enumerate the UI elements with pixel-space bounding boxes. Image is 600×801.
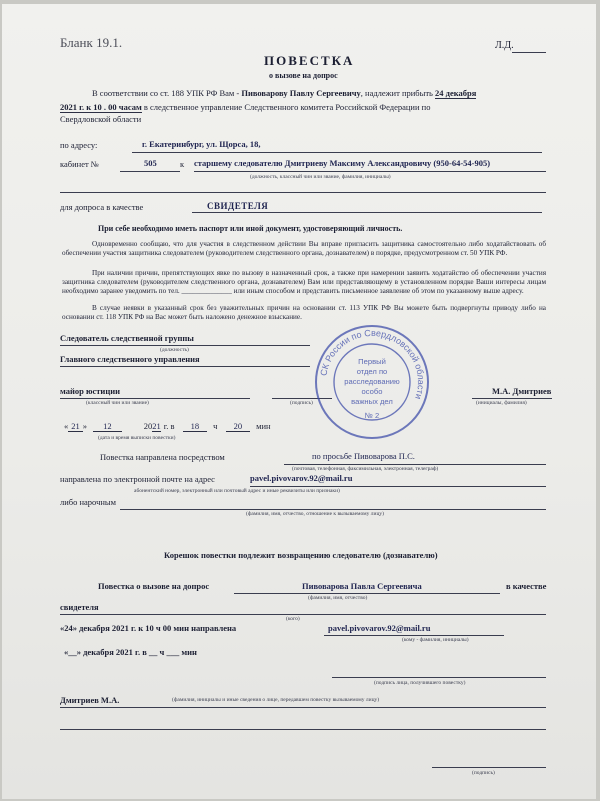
passport-notice: При себе необходимо иметь паспорт или иной документ, удостоверяющий личность. <box>98 224 403 233</box>
paragraph-3: В случае неявки в указанный срок без уважительных причин на основании ст. 113 УПК РФ Вы можете быть подвергнуты приводу либо на основании ст. 118 УПК РФ на Вас может быть наложено денежное взыскание. <box>62 304 546 322</box>
stub-capacity-line <box>60 614 546 615</box>
stub-person-caption: (фамилия, имя, отчество) <box>308 595 368 601</box>
signature-caption: (подпись) <box>290 400 313 406</box>
rank-value: майор юстиции <box>60 386 121 396</box>
email-caption: абонентский номер, электронный или почтовый адрес и иные реквизиты или признаки) <box>134 488 340 494</box>
svg-text:расследованию: расследованию <box>344 377 400 386</box>
intro-text: В соответствии со ст. 188 УПК РФ Вам - Пивоварову Павлу Сергеевичу, надлежит прибыть 24 декабря <box>92 88 477 98</box>
intro-time-line: 2021 г. к 10 . 00 часам в следственное управление Следственного комитета Российской Федерации по <box>60 102 431 112</box>
svg-text:Первый: Первый <box>358 357 386 366</box>
capacity-line <box>192 212 542 213</box>
sent-via-line <box>284 464 546 465</box>
address-label: по адресу: <box>60 140 98 150</box>
paragraph-2: При наличии причин, препятствующих явке по вызову в назначенный срок, а также при намерении заявить ходатайство об обеспечении участия защитника следователем (руководителем следственного органа, дознавателем) Вам или представляющему в установленном порядке Ваши интересы лицам необходимо заранее уведомить по тел. ______________ или иным способом и представить письменное заявление об этом по указанному выше адресу. <box>62 269 546 296</box>
capacity-value: СВИДЕТЕЛЯ <box>207 201 269 211</box>
office-number-line <box>120 171 180 172</box>
office-label: кабинет № <box>60 159 99 169</box>
intro-region: Свердловской области <box>60 114 142 124</box>
stub-handover-name: Дмитриев М.А. <box>60 695 120 705</box>
courier-line <box>120 509 546 510</box>
stub-handover-line <box>60 707 546 708</box>
position-line-1: Следователь следственной группы <box>60 333 194 343</box>
investigator-value: старшему следователю Дмитриеву Максиму Александровичу (950-64-54-905) <box>194 158 491 168</box>
summons-sheet <box>2 4 596 799</box>
sent-via-label: Повестка направлена посредством <box>100 452 225 462</box>
signer-name: М.А. Дмитриев <box>492 386 552 396</box>
svg-text:особо: особо <box>361 387 383 396</box>
svg-text:№ 2: № 2 <box>364 411 380 420</box>
email-label: направлена по электронной почте на адрес <box>60 474 215 484</box>
blank-line <box>60 192 546 193</box>
stub-received-line: «__» декабря 2021 г. в __ ч ___ мин <box>64 647 197 657</box>
receiver-signature-caption: (подпись лица, получившего повестку) <box>374 680 466 686</box>
email-value: pavel.pivovarov.92@mail.ru <box>250 473 353 483</box>
stub-capacity-label: в качестве <box>506 581 547 591</box>
stub-capacity-value: свидетеля <box>60 602 99 612</box>
address-line <box>132 152 542 153</box>
sent-via-value: по просьбе Пивоварова П.С. <box>312 451 415 461</box>
case-file-line <box>512 52 546 53</box>
stub-email: pavel.pivovarov.92@mail.ru <box>328 623 431 633</box>
signer-name-line <box>472 398 552 399</box>
stub-person-line <box>234 593 500 594</box>
document-subtitle: о вызове на допрос <box>269 71 338 80</box>
stub-heading: Корешок повестки подлежит возвращению следователю (дознавателю) <box>164 550 438 560</box>
capacity-label: для допроса в качестве <box>60 202 144 212</box>
stub-blank-line <box>60 729 546 730</box>
issue-caption: (дата и время выписки повестки) <box>98 435 176 441</box>
stub-email-line <box>324 635 504 636</box>
courier-label: либо нарочным <box>60 497 117 507</box>
stub-sent-line: «24» декабря 2021 г. к 10 ч 00 мин направлена <box>60 623 237 633</box>
courier-caption: (фамилия, имя, отчество, отношение к вызываемому лицу) <box>246 511 384 517</box>
stub-email-caption: (кому - фамилия, инициалы) <box>402 637 469 643</box>
rank-line <box>60 398 250 399</box>
signer-name-caption: (инициалы, фамилия) <box>476 400 527 406</box>
svg-text:СК России по Свердловской обла: СК России по Свердловской области <box>318 327 427 401</box>
position-line-1-underline <box>60 345 310 346</box>
investigator-line <box>194 171 546 172</box>
receiver-signature-line <box>332 677 546 678</box>
address-value: г. Екатеринбург, ул. Щорса, 18, <box>142 139 261 149</box>
form-number: Бланк 19.1. <box>60 35 123 50</box>
stub-person: Пивоварова Павла Сергеевича <box>302 581 422 591</box>
email-line <box>250 486 546 487</box>
position-line-2: Главного следственного управления <box>60 354 200 364</box>
stub-summons-label: Повестка о вызове на допрос <box>98 581 210 591</box>
position-line-2-underline <box>60 366 310 367</box>
investigator-caption: (должность, классный чин или звание, фамилия, инициалы) <box>250 174 391 180</box>
office-number: 505 <box>144 158 157 168</box>
issue-datetime: « 21 » 12 2021 г. в 18 ч 20 мин <box>64 421 271 431</box>
paragraph-1: Одновременно сообщаю, что для участия в следственном действии Вы вправе пригласить защитника самостоятельно либо ходатайствовать об обеспечении участия защитника следователем (руководителем следственного органа, дознавателем) в порядке, предусмотренном ст. 50 УПК РФ. <box>62 240 546 258</box>
position-caption: (должность) <box>160 347 189 353</box>
document-title: ПОВЕСТКА <box>264 53 355 68</box>
official-seal-stamp <box>312 322 432 442</box>
sent-via-caption: (почтовая, телефонная, факсимильная, электронная, телеграф) <box>292 466 439 472</box>
stub-whom-caption: (кого) <box>286 616 300 622</box>
svg-text:важных дел: важных дел <box>351 397 393 406</box>
case-file-label: Л.Д. <box>495 40 514 51</box>
final-signature-line <box>432 767 546 768</box>
stub-handover-caption: (фамилия, инициалы и иные сведения о лице, передавшем повестку вызываемому лицу) <box>172 697 380 703</box>
svg-text:отдел по: отдел по <box>356 367 388 376</box>
final-signature-caption: (подпись) <box>472 770 495 776</box>
office-to: к <box>180 159 185 169</box>
rank-caption: (классный чин или звание) <box>86 400 149 406</box>
